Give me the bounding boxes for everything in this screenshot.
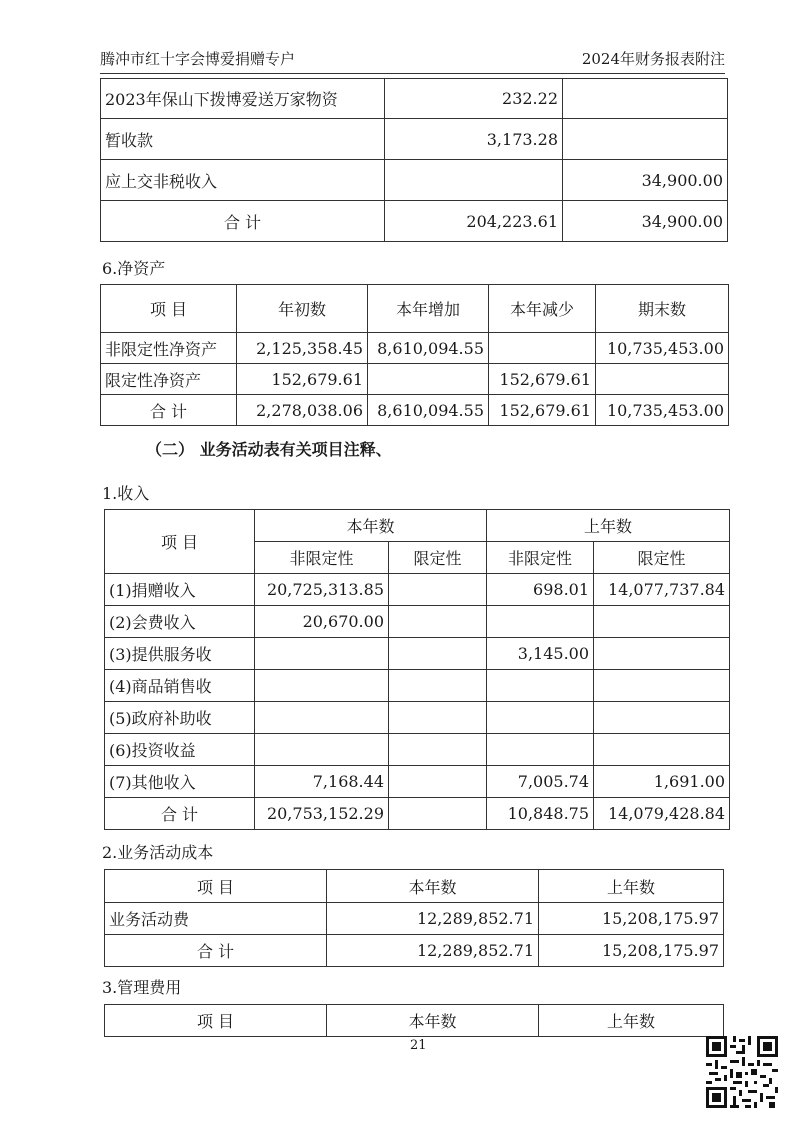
payables-table [100,78,728,242]
column-header: 项 目 [105,510,255,574]
row-label: (1)捐赠收入 [105,574,255,606]
column-header: 非限定性 [487,542,594,574]
table-row [101,201,728,242]
column-header: 非限定性 [255,542,389,574]
cell-value: 10,735,453.00 [596,395,729,426]
column-header: 限定性 [594,542,730,574]
cell-value: 8,610,094.55 [368,333,489,364]
cell-value [389,606,487,638]
cell-value: 10,848.75 [487,798,594,830]
cell-value [255,702,389,734]
row-label: (7)其他收入 [105,766,255,798]
cell-value: 3,145.00 [487,638,594,670]
cell-value: 20,670.00 [255,606,389,638]
cell-value [487,606,594,638]
table-header-row [101,285,729,333]
cell-value [594,638,730,670]
cell-value [368,364,489,395]
table-header-row [105,510,730,542]
cell-value [389,798,487,830]
table-header-row [105,1005,724,1037]
table-row [105,606,730,638]
mgmt-title: 3.管理费用 [102,978,182,997]
header-left: 腾冲市红十字会博爱捐赠专户 [100,50,296,68]
column-header: 项 目 [105,870,327,903]
cell-value [594,606,730,638]
payables-total-label: 合 计 [101,201,385,242]
column-header: 本年数 [327,870,539,903]
income-title: 1.收入 [102,484,150,503]
cell-value: 8,610,094.55 [368,395,489,426]
table-row [101,160,728,201]
cell-value [594,670,730,702]
table-row [101,333,729,364]
table-row [105,798,730,830]
cell-value: 2,278,038.06 [237,395,368,426]
cell-value: 20,753,152.29 [255,798,389,830]
table-row [101,119,728,160]
cell-value: 14,077,737.84 [594,574,730,606]
cell-value [487,734,594,766]
cell-value [255,638,389,670]
mgmt-table [104,1004,724,1037]
row-label: (6)投资收益 [105,734,255,766]
payables-value [385,160,563,201]
cell-value [389,638,487,670]
table-row [105,670,730,702]
column-header: 本年减少 [489,285,596,333]
cell-value: 7,168.44 [255,766,389,798]
cell-value: 152,679.61 [489,364,596,395]
table-row [105,935,724,967]
section-title: （二） 业务活动表有关项目注释、 [146,440,392,459]
table-row [105,734,730,766]
table-row [105,766,730,798]
payables-item: 2023年保山下拨博爱送万家物资 [101,79,385,119]
column-header: 限定性 [389,542,487,574]
cell-value: 7,005.74 [487,766,594,798]
table-row [101,395,729,426]
cell-value: 152,679.61 [489,395,596,426]
row-label: 业务活动费 [105,903,327,935]
table-row [101,79,728,119]
payables-value: 204,223.61 [385,201,563,242]
payables-value [563,79,728,119]
cell-value: 10,735,453.00 [596,333,729,364]
cell-value [389,670,487,702]
payables-value: 34,900.00 [563,160,728,201]
income-table [104,509,730,830]
cell-value: 2,125,358.45 [237,333,368,364]
payables-value: 34,900.00 [563,201,728,242]
row-label: (4)商品销售收 [105,670,255,702]
column-header: 上年数 [487,510,730,542]
column-header: 本年数 [255,510,487,542]
cell-value [489,333,596,364]
row-label: (5)政府补助收 [105,702,255,734]
biz-cost-table [104,869,724,967]
net-assets-table [100,284,729,426]
column-header: 上年数 [539,870,724,903]
cell-value [487,670,594,702]
column-header: 本年数 [327,1005,539,1037]
cell-value [389,702,487,734]
cell-value: 698.01 [487,574,594,606]
table-header-row [105,870,724,903]
cell-value: 12,289,852.71 [327,935,539,967]
total-label: 合 计 [101,395,237,426]
cell-value: 1,691.00 [594,766,730,798]
payables-value [563,119,728,160]
cell-value: 12,289,852.71 [327,903,539,935]
cell-value: 15,208,175.97 [539,903,724,935]
cell-value: 15,208,175.97 [539,935,724,967]
column-header: 年初数 [237,285,368,333]
cell-value: 14,079,428.84 [594,798,730,830]
column-header: 项 目 [101,285,237,333]
cell-value [255,670,389,702]
table-row [105,574,730,606]
total-label: 合 计 [105,935,327,967]
page-number: 21 [410,1038,427,1053]
header-divider [100,73,725,74]
cell-value [594,734,730,766]
qr-code-icon [706,1036,778,1108]
cell-value [389,734,487,766]
table-row [105,702,730,734]
total-label: 合 计 [105,798,255,830]
cell-value [487,702,594,734]
table-row [101,364,729,395]
table-row [105,638,730,670]
payables-item: 暂收款 [101,119,385,160]
cell-value [594,702,730,734]
cell-value [389,574,487,606]
table-row [105,903,724,935]
net-assets-title: 6.净资产 [102,259,166,278]
column-header: 上年数 [539,1005,724,1037]
cell-value: 20,725,313.85 [255,574,389,606]
row-label: 非限定性净资产 [101,333,237,364]
cell-value: 152,679.61 [237,364,368,395]
payables-item: 应上交非税收入 [101,160,385,201]
cell-value [596,364,729,395]
cell-value [255,734,389,766]
payables-value: 232.22 [385,79,563,119]
header-right: 2024年财务报表附注 [581,50,725,68]
biz-cost-title: 2.业务活动成本 [102,843,214,862]
cell-value [389,766,487,798]
column-header: 本年增加 [368,285,489,333]
row-label: 限定性净资产 [101,364,237,395]
payables-value: 3,173.28 [385,119,563,160]
row-label: (2)会费收入 [105,606,255,638]
column-header: 项 目 [105,1005,327,1037]
column-header: 期末数 [596,285,729,333]
row-label: (3)提供服务收 [105,638,255,670]
